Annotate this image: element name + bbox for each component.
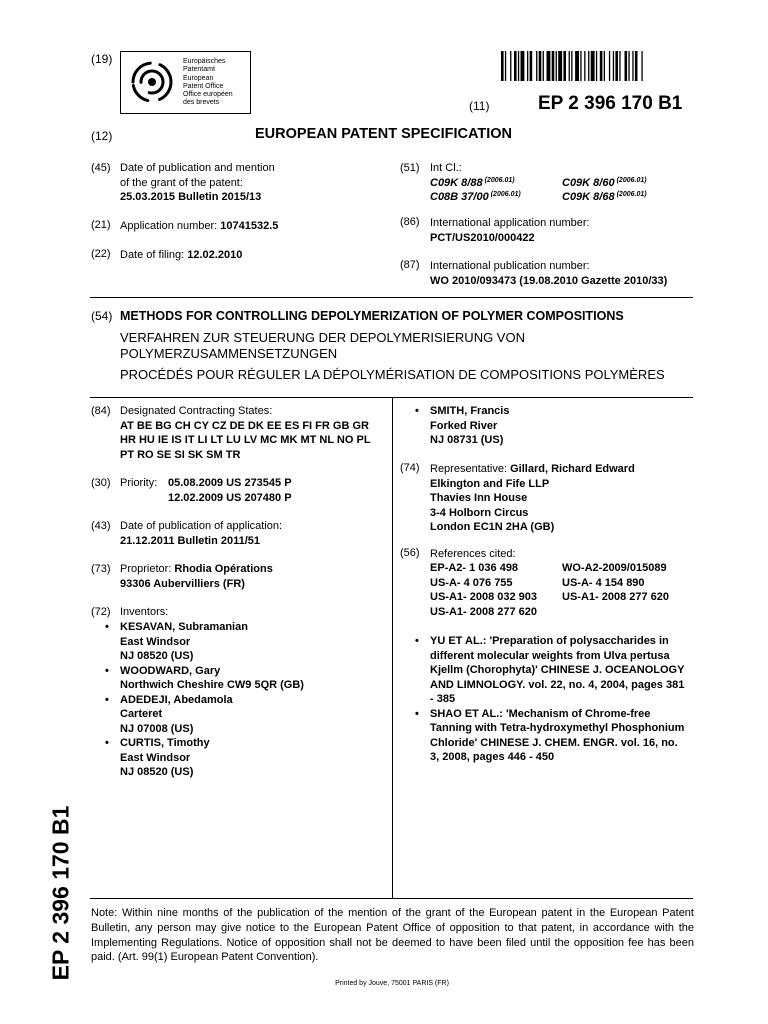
designated-states-block [120,404,371,462]
inid-code-84: (84) [91,405,111,417]
int-class-version: (2006.01) [490,191,521,198]
reference-entry: US-A- 4 076 755 [430,576,513,589]
int-cl-label: Int Cl.: [430,162,462,174]
filing-date-value: 12.02.2010 [187,249,243,261]
publication-label: of the grant of the patent: [120,176,243,189]
npl-reference: • SHAO ET AL.: 'Mechanism of Chrome-free Tanning with Tetra-hydroxymethyl Phosphonium Chloride' CHINESE J. CHEM. ENGR. vol. 16, no. 3, 2008, pages 446 - 450 [415,707,685,763]
priority-label: Priority: [120,477,158,489]
reference-entry: US-A1- 2008 032 903 [430,591,538,603]
divider [90,898,693,899]
priority-entry: 05.08.2009 US 273545 P [168,477,292,489]
office-line: Patent Office [183,82,224,90]
inventor-name: ADEDEJI, Abedamola [120,693,233,706]
inventor-address: NJ 08520 (US) [120,766,194,778]
office-line: des brevets [183,99,220,107]
int-class-code: C09K 8/68 [562,191,615,203]
inventor-address: East Windsor [120,751,191,764]
title-german [120,330,525,362]
representative-address: 3-4 Holborn Circus [430,506,529,519]
proprietor-name: Rhodia Opérations [174,563,273,575]
inventor-address: NJ 08731 (US) [430,434,504,446]
inventor-address: Carteret [120,708,163,720]
column-divider [392,397,393,898]
reference-entry: US-A1- 2008 277 620 [430,605,538,618]
designated-states-line: HR HU IE IS IT LI LT LU LV MC MK MT NL NO PL [120,434,371,446]
office-line: Office européen [183,91,233,99]
inid-code-72: (72) [91,606,111,618]
references-col-2 [562,561,669,605]
publication-grant-block [120,161,275,205]
international-publication-label: International publication number: [430,260,590,272]
int-class-code: C08B 37/00 [430,191,489,203]
opposition-note: Note: Within nine months of the publication of the mention of the grant of the European patent in the European Patent Bulletin, any person may give notice to the European Patent Office of opposition to that patent, in accordance with the Implementing Regulations. Notice of opposition shall not be deemed to have been filed until the opposition fee has been paid. (Art. 99(1) European Patent Convention). [91,907,694,964]
inid-code-56: (56) [400,547,420,559]
printed-by: Printed by Jouve, 75001 PARIS (FR) [335,980,449,987]
npl-line: AND LIMNOLOGY. vol. 22, no. 4, 2004, pages 381 [430,678,685,691]
application-number-row [120,219,278,234]
designated-states-line: AT BE BG CH CY CZ DE DK EE ES FI FR GB GR [120,419,369,432]
inventor-address: NJ 08520 (US) [120,650,194,662]
international-publication-value: WO 2010/093473 (19.08.2010 Gazette 2010/33) [430,274,668,287]
inid-code-11: (11) [469,99,490,113]
int-class-code: C09K 8/60 [562,177,615,189]
inid-code-45: (45) [91,162,111,174]
international-publication-block [430,259,667,288]
int-class-code: C09K 8/88 [430,177,483,189]
reference-entry: EP-A2- 1 036 498 [430,562,519,574]
designated-states-line: PT RO SE SI SK SM TR [120,448,241,461]
international-application-block [430,216,590,245]
title-english: METHODS FOR CONTROLLING DEPOLYMERIZATION OF POLYMER COMPOSITIONS [120,309,624,323]
publication-application-label: Date of publication of application: [120,520,283,532]
office-line: Patentamt [183,66,215,74]
int-class-version: (2006.01) [484,177,515,184]
priority-list [168,476,292,505]
int-class-version: (2006.01) [616,177,647,184]
representative-label: Representative: [430,463,508,475]
designated-states-label: Designated Contracting States: [120,405,273,417]
npl-line: Chloride' CHINESE J. CHEM. ENGR. vol. 16, no. [430,736,678,749]
title-french: PROCÉDÉS POUR RÉGULER LA DÉPOLYMÉRISATION DE COMPOSITIONS POLYMÈRES [120,367,665,382]
representative-name: Gillard, Richard Edward [510,463,635,475]
international-application-label: International application number: [430,217,590,229]
title-german-line: VERFAHREN ZUR STEUERUNG DER DEPOLYMERISIERUNG VON [120,330,525,345]
inid-code-74: (74) [400,462,420,474]
priority-entry: 12.02.2009 US 207480 P [168,491,292,504]
office-line: European [183,74,214,82]
international-application-value: PCT/US2010/000422 [430,231,535,244]
epo-logo-icon [127,57,177,107]
npl-line: Kjellm (Chorophyta)' CHINESE J. OCEANOLOGY [430,664,685,676]
inventor-entry: • CURTIS, Timothy East Windsor NJ 08520 (US) [120,736,304,780]
npl-references-list [415,634,685,765]
inid-code-21: (21) [91,219,111,231]
inventor-address: East Windsor [120,635,191,648]
filing-date-label: Date of filing: [120,249,185,261]
inventor-address: NJ 07008 (US) [120,722,194,735]
npl-line: Tanning with Tetra-hydroxymethyl Phosphonium [430,722,685,734]
inventor-name: WOODWARD, Gary [120,664,221,677]
office-line: Europäisches [183,58,226,65]
inid-code-30: (30) [91,477,111,489]
inventor-entry: • ADEDEJI, Abedamola Carteret NJ 07008 (US) [120,693,304,737]
patent-number: EP 2 396 170 B1 [538,93,683,114]
office-name-block [183,58,233,108]
inid-code-22: (22) [91,248,111,260]
publication-grant-value: 25.03.2015 Bulletin 2015/13 [120,191,262,203]
inid-code-86: (86) [400,216,420,228]
inventor-name: KESAVAN, Subramanian [120,621,248,633]
inid-code-19: (19) [91,52,113,66]
int-class-entry [562,188,647,205]
side-patent-number: EP 2 396 170 B1 [47,805,74,981]
npl-line: 3, 2008, pages 446 - 450 [430,751,555,763]
references-label: References cited: [430,548,516,560]
int-class-version: (2006.01) [616,191,647,198]
proprietor-address: 93306 Aubervilliers (FR) [120,577,245,590]
application-number-label: Application number: [120,220,218,232]
inventor-entry: • WOODWARD, Gary Northwich Cheshire CW9 5QR (GB) [105,664,304,691]
inventor-name: CURTIS, Timothy [120,737,210,749]
inventors-list [105,620,304,780]
representative-address: Thavies Inn House [430,492,528,504]
representative-address: Elkington and Fife LLP [430,477,550,490]
representative-block [430,462,635,535]
inventor-name: SMITH, Francis [430,405,510,417]
epo-logo-box [120,51,251,114]
publication-label: Date of publication and mention [120,162,275,174]
filing-date-row [120,248,242,263]
inid-code-54: (54) [91,309,113,323]
inventors-label: Inventors: [120,606,169,618]
reference-entry: US-A1- 2008 277 620 [562,591,670,603]
inventors-list-continued [415,404,510,448]
inid-code-87: (87) [400,259,420,271]
title-german-line: POLYMERZUSAMMENSETZUNGEN [120,346,338,361]
application-number-value: 10741532.5 [220,220,279,232]
publication-application-block [120,519,282,548]
npl-line: different molecular weights from Ulva pertusa [430,649,670,662]
inventor-entry: • KESAVAN, Subramanian East Windsor NJ 08520 (US) [120,620,304,664]
divider [90,297,693,298]
inid-code-43: (43) [91,520,111,532]
proprietor-block [120,562,273,591]
npl-line: YU ET AL.: 'Preparation of polysaccharides in [430,635,669,647]
proprietor-label: Proprietor: [120,563,172,575]
inventor-address: Forked River [430,419,498,432]
inid-code-73: (73) [91,563,111,575]
inid-code-51: (51) [400,162,420,174]
reference-entry: US-A- 4 154 890 [562,576,645,589]
npl-reference: • YU ET AL.: 'Preparation of polysaccharides in different molecular weights from Ulva pertusa Kjellm (Chorophyta)' CHINESE J. OCEANOLOGY AND LIMNOLOGY. vol. 22, no. 4, 2004, pages 381 - 385 [415,635,685,705]
inventor-address: Northwich Cheshire CW9 5QR (GB) [120,679,304,691]
npl-line: SHAO ET AL.: 'Mechanism of Chrome-free [430,707,651,720]
barcode-image [501,51,692,81]
npl-line: - 385 [430,693,456,705]
int-class-entry [430,188,521,205]
representative-address: London EC1N 2HA (GB) [430,521,555,533]
inventor-entry: • SMITH, Francis Forked River NJ 08731 (US) [415,405,510,446]
document-type-title: EUROPEAN PATENT SPECIFICATION [255,126,512,142]
references-col-1 [430,561,537,619]
publication-application-value: 21.12.2011 Bulletin 2011/51 [120,534,261,547]
reference-entry: WO-A2-2009/015089 [562,562,667,574]
inid-code-12: (12) [91,129,113,143]
